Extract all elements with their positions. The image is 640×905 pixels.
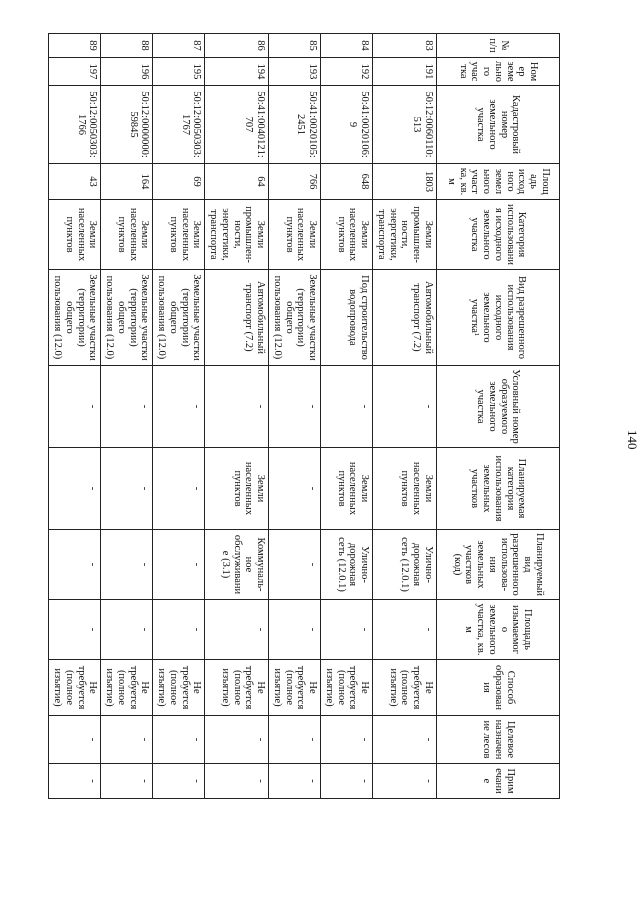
table-cell: Не требуется (полное изъятие)	[373, 660, 437, 716]
header-cell: № п/п	[437, 34, 560, 58]
table-cell: -	[321, 600, 373, 660]
land-plots-table	[49, 33, 561, 799]
table-cell: -	[153, 530, 205, 600]
table-cell: 69	[153, 164, 205, 200]
table-cell: Земельные участки (территории) общего пользования (12.0)	[101, 270, 153, 366]
table-cell: 50:41:0020105:2451	[269, 86, 321, 164]
table-row	[49, 34, 101, 799]
table-cell: Не требуется (полное изъятие)	[205, 660, 269, 716]
table-cell: 194	[205, 58, 269, 86]
table-cell: -	[269, 530, 321, 600]
table-cell: 88	[101, 34, 153, 58]
table-cell: -	[153, 716, 205, 764]
header-cell: Площадь изымаемого земельного участка, кв. м	[437, 600, 560, 660]
table-cell: -	[205, 600, 269, 660]
table-cell: -	[101, 448, 153, 530]
table-cell: 648	[321, 164, 373, 200]
table-cell: 85	[269, 34, 321, 58]
table-cell: 83	[373, 34, 437, 58]
table-cell: -	[49, 448, 101, 530]
table-cell: Земельные участки (территории) общего пользования (12.0)	[49, 270, 101, 366]
table-cell: -	[153, 600, 205, 660]
table-row	[101, 34, 153, 799]
table-cell: Земли населенных пунктов	[205, 448, 269, 530]
table-cell: Улично-дорожная сеть (12.0.1)	[321, 530, 373, 600]
table-cell: 87	[153, 34, 205, 58]
table-cell: Не требуется (полное изъятие)	[101, 660, 153, 716]
table-cell: 50:12:0050303:1767	[153, 86, 205, 164]
header-cell: Номер земельного участка	[437, 58, 560, 86]
table-cell: -	[49, 764, 101, 799]
table-cell: Под строительство водопровода	[321, 270, 373, 366]
table-cell: 197	[49, 58, 101, 86]
table-cell: -	[321, 764, 373, 799]
table-cell: -	[269, 716, 321, 764]
table-cell: -	[321, 716, 373, 764]
header-cell: Кадастровый номер земельного участка	[437, 86, 560, 164]
table-cell: 195	[153, 58, 205, 86]
table-cell: -	[373, 600, 437, 660]
table-cell: Земли населенных пунктов	[101, 200, 153, 270]
table-cell: 64	[205, 164, 269, 200]
table-row	[373, 34, 437, 799]
table-cell: 84	[321, 34, 373, 58]
table-cell: 50:12:0060110:513	[373, 86, 437, 164]
table-cell: 86	[205, 34, 269, 58]
table-cell: Земельные участки (территории) общего пользования (12.0)	[269, 270, 321, 366]
table-cell: 50:41:0020106:9	[321, 86, 373, 164]
page-number: 140	[625, 430, 640, 450]
table-cell: Не требуется (полное изъятие)	[321, 660, 373, 716]
table-cell: -	[49, 366, 101, 448]
table-cell: Земли населенных пунктов	[49, 200, 101, 270]
table-cell: 50:12:0050303:1766	[49, 86, 101, 164]
table-row	[269, 34, 321, 799]
table-cell: -	[153, 366, 205, 448]
table-cell: 193	[269, 58, 321, 86]
table-cell: -	[321, 366, 373, 448]
table-cell: -	[205, 366, 269, 448]
table-cell: 192	[321, 58, 373, 86]
table-cell: -	[373, 716, 437, 764]
table-cell: -	[101, 716, 153, 764]
table-cell: -	[205, 716, 269, 764]
table-cell: Не требуется (полное изъятие)	[153, 660, 205, 716]
table-cell: Автомобильный транспорт (7.2)	[205, 270, 269, 366]
table-cell: Земли населенных пунктов	[153, 200, 205, 270]
table-cell: -	[373, 764, 437, 799]
table-cell: -	[101, 530, 153, 600]
header-cell: Планируемый вид разрешенного использова-ния земельных участков (код)	[437, 530, 560, 600]
table-cell: 191	[373, 58, 437, 86]
header-cell: Условный номер образуемого земельного участка	[437, 366, 560, 448]
table-cell: -	[49, 600, 101, 660]
table-cell: 50:12:0000000:59845	[101, 86, 153, 164]
header-cell: Целевое назначение лесов	[437, 716, 560, 764]
table-cell: -	[101, 764, 153, 799]
table-cell: -	[269, 448, 321, 530]
table-cell: -	[373, 366, 437, 448]
table-cell: -	[205, 764, 269, 799]
header-cell: Примечание	[437, 764, 560, 799]
table-cell: -	[101, 600, 153, 660]
table-row	[321, 34, 373, 799]
table-cell: Земельные участки (территории) общего пользования (12.0)	[153, 270, 205, 366]
header-cell: Категория использования исходного земельного участка	[437, 200, 560, 270]
table-cell: -	[49, 716, 101, 764]
table-cell: 164	[101, 164, 153, 200]
table-cell: Автомобильный транспорт (7.2)	[373, 270, 437, 366]
table-cell: 766	[269, 164, 321, 200]
table-cell: -	[269, 764, 321, 799]
table-cell: 196	[101, 58, 153, 86]
header-cell: Способ образования	[437, 660, 560, 716]
table-cell: -	[269, 366, 321, 448]
table-cell: Улично-дорожная сеть (12.0.1)	[373, 530, 437, 600]
table-cell: -	[101, 366, 153, 448]
table-cell: Земли населенных пунктов	[373, 448, 437, 530]
table-cell: 1803	[373, 164, 437, 200]
table-cell: -	[153, 764, 205, 799]
header-row	[437, 34, 560, 799]
table-cell: Земли населенных пунктов	[269, 200, 321, 270]
table-cell: Земли населенных пунктов	[321, 448, 373, 530]
table-cell: Не требуется (полное изъятие)	[269, 660, 321, 716]
table-cell: 89	[49, 34, 101, 58]
table-row	[205, 34, 269, 799]
table-row	[153, 34, 205, 799]
header-cell: Площадь исходного земельного участка, кв. м	[437, 164, 560, 200]
header-cell: Планируемая категория использования земельных участков	[437, 448, 560, 530]
table-cell: -	[153, 448, 205, 530]
table-cell: Земли промышлен-ности, энергетики, транспорта	[205, 200, 269, 270]
table-cell: -	[269, 600, 321, 660]
table-cell: Не требуется (полное изъятие)	[49, 660, 101, 716]
table-cell: 43	[49, 164, 101, 200]
header-cell: Вид разрешенного использования исходного земельного участка¹	[437, 270, 560, 366]
table-cell: Земли промышлен-ности, энергетики, транспорта	[373, 200, 437, 270]
table-cell: Земли населенных пунктов	[321, 200, 373, 270]
table-cell: 50:41:0040121:707	[205, 86, 269, 164]
table-cell: Коммуналь-ное обслуживание (3.1)	[205, 530, 269, 600]
table-cell: -	[49, 530, 101, 600]
